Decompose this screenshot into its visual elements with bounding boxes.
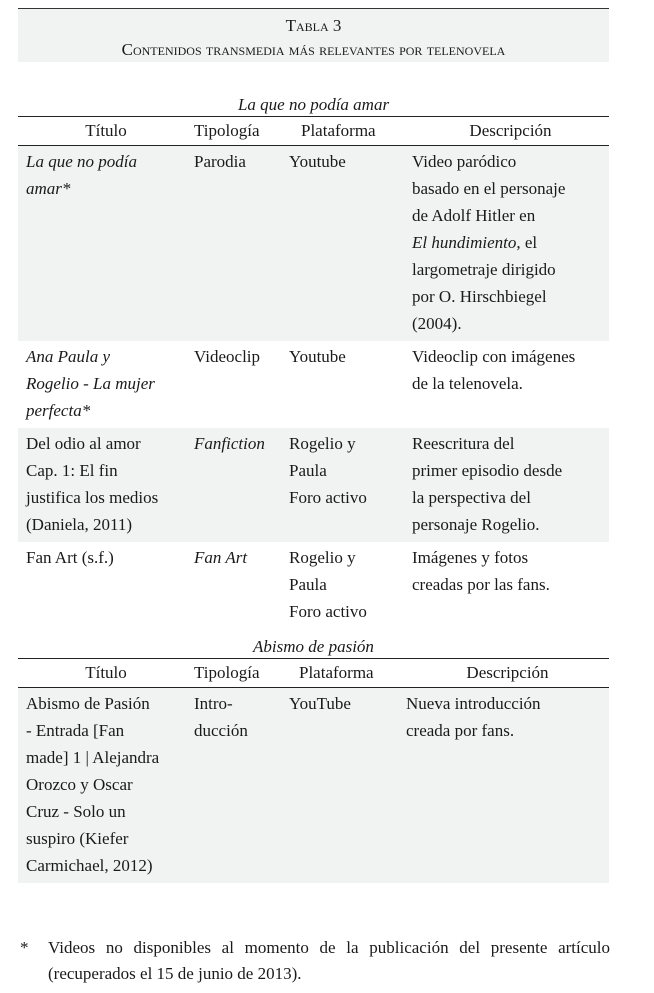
cell-descripcion: Videoclip con imágenes de la telenovela.: [412, 347, 576, 393]
cell-plataforma: Youtube: [289, 347, 346, 366]
table-row: [18, 146, 609, 342]
cell-descripcion: Reescritura del primer episodio desde la perspectiva del personaje Rogelio.: [412, 428, 609, 542]
cell-titulo: Ana Paula y Rogelio - La mujer perfecta*: [26, 347, 155, 420]
footnote: [20, 935, 610, 987]
section-caption: Abismo de pasión: [253, 637, 374, 656]
header-tipologia: Tipología: [194, 663, 260, 682]
cell-titulo: Fan Art (s.f.): [26, 548, 114, 567]
cell-descripcion: Nueva introducción creada por fans.: [406, 688, 609, 884]
table-row: [18, 341, 609, 428]
table-row: [18, 542, 609, 629]
cell-titulo: Del odio al amor Cap. 1: El fin justifica los medios (Daniela, 2011): [18, 428, 194, 542]
header-row: [18, 117, 609, 146]
cell-tipologia: Parodia: [194, 146, 289, 342]
header-tipologia: Tipología: [194, 121, 260, 140]
footnote-text: Videos no disponibles al momento de la publicación del presente artículo (recuperados el 15 de junio de 2013).: [48, 938, 610, 983]
film-title: El hundimiento: [412, 233, 517, 252]
header-row: [18, 659, 609, 688]
cell-tipologia: Intro- ducción: [194, 688, 289, 884]
cell-tipologia: Videoclip: [194, 347, 261, 366]
table-abismo-de-pasion: [18, 659, 609, 883]
table-row: [18, 688, 609, 884]
cell-plataforma: Rogelio y Paula Foro activo: [289, 428, 412, 542]
footnote-marker: *: [20, 938, 29, 957]
cell-plataforma: Youtube: [289, 146, 412, 342]
table-row: [18, 428, 609, 542]
header-plataforma: Plataforma: [301, 121, 376, 140]
header-titulo: Título: [85, 121, 127, 140]
cell-descripcion: Imágenes y fotos creadas por las fans.: [412, 548, 550, 594]
desc-text: , el largometraje dirigido por O. Hirschbiegel (2004).: [412, 233, 556, 333]
table-la-que-no-podia-amar: [18, 117, 609, 629]
cell-plataforma: YouTube: [289, 688, 406, 884]
cell-tipologia: Fanfiction: [194, 428, 289, 542]
cell-descripcion: [412, 146, 609, 342]
cell-tipologia: Fan Art: [194, 548, 248, 567]
desc-text: Video paródico basado en el personaje de Adolf Hitler en: [412, 152, 566, 225]
header-descripcion: Descripción: [466, 663, 549, 682]
table-title-box: [18, 8, 609, 62]
section-caption: La que no podía amar: [237, 95, 390, 114]
table-subtitle: Contenidos transmedia más relevantes por telenovela: [121, 40, 506, 59]
header-plataforma: Plataforma: [299, 663, 374, 682]
cell-titulo: Abismo de Pasión - Entrada [Fan made] 1 | Alejandra Orozco y Oscar Cruz - Solo un suspiro (Kiefer Carmichael, 2012): [18, 688, 194, 884]
header-titulo: Título: [85, 663, 127, 682]
cell-titulo: La que no podía amar*: [18, 146, 194, 342]
table-number: Tabla 3: [285, 16, 342, 35]
header-descripcion: Descripción: [469, 121, 552, 140]
cell-plataforma: Rogelio y Paula Foro activo: [289, 548, 367, 621]
